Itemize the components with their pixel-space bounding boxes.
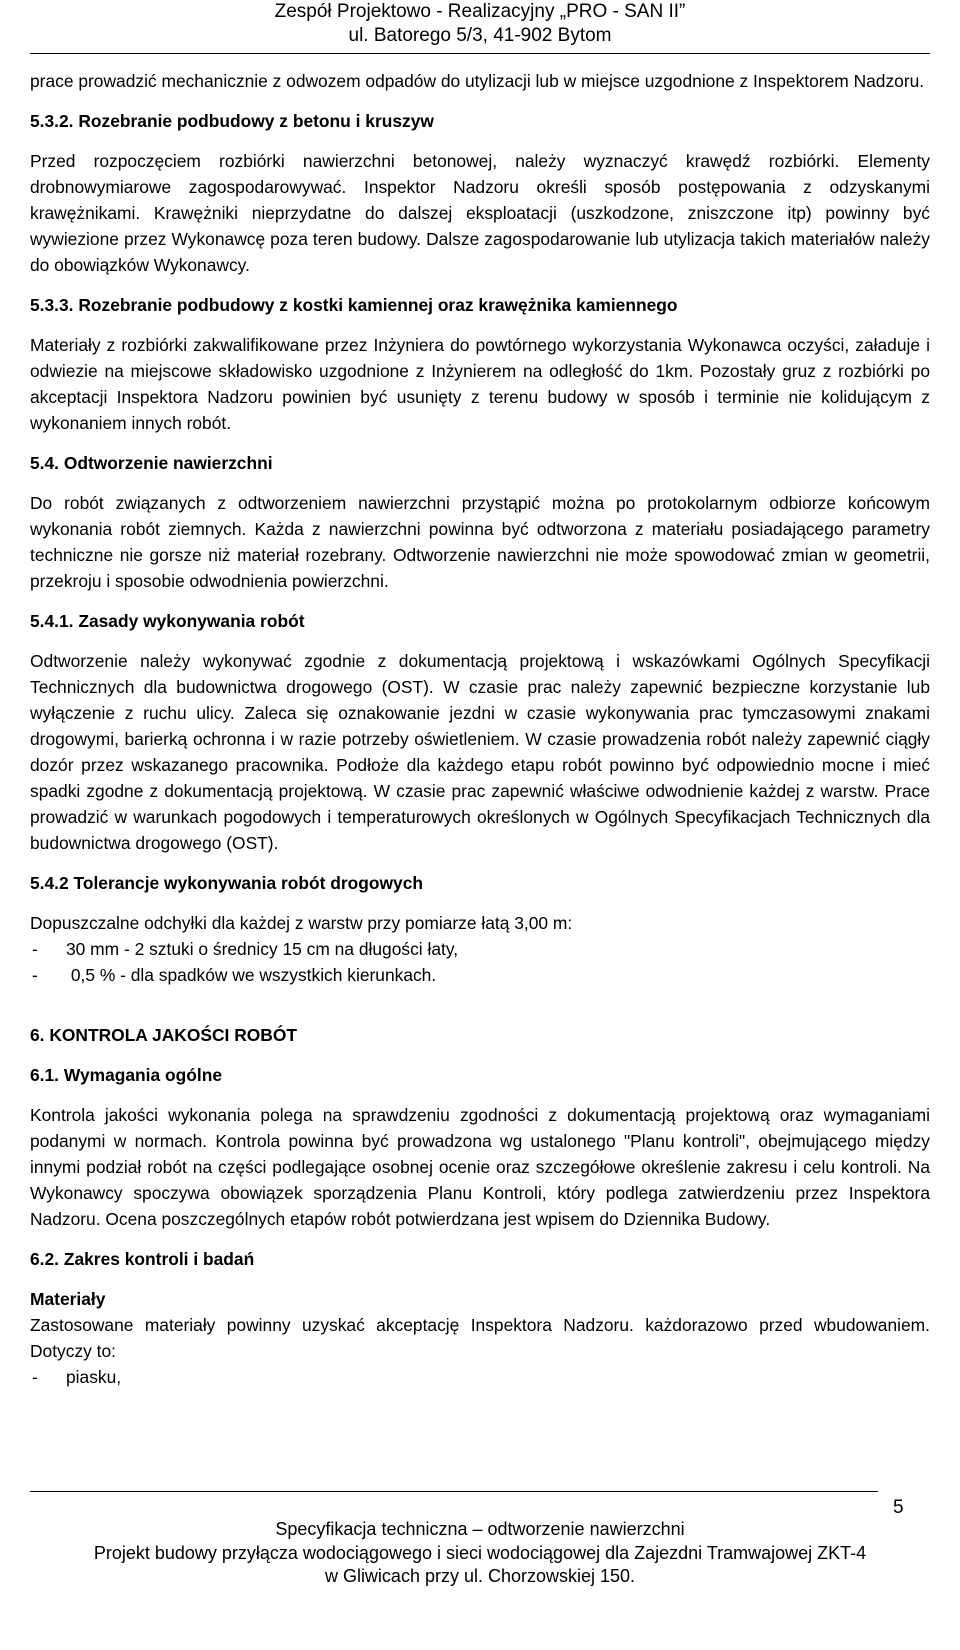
page-number: 5: [893, 1497, 904, 1518]
section-6-2-paragraph: Zastosowane materiały powinny uzyskać akceptację Inspektora Nadzoru. każdorazowo przed wbudowaniem. Dotyczy to:: [30, 1315, 930, 1361]
section-5-4-paragraph: Do robót związanych z odtworzeniem nawierzchni przystąpić można po protokolarnym odbiorze końcowym wykonania robót ziemnych. Każda z nawierzchni powinna być odtworzona z materiału posiadającego parametry techniczne nie gorsze niż materiał rozebrany. Odtworzenie nawierzchni nie może spowodować zmian w geometrii, przekroju i sposobie odwodnienia powierzchni.: [30, 493, 930, 591]
materials-subheading: Materiały: [30, 1289, 106, 1309]
page-header: [0, 0, 960, 48]
section-5-4-1-paragraph: Odtworzenie należy wykonywać zgodnie z dokumentacją projektową i wskazówkami Ogólnych Specyfikacji Technicznych dla budownictwa drogowego (OST). W czasie prac należy zapewnić bezpieczne korzystanie lub wyłączenie z ruchu ulicy. Zaleca się oznakowanie jezdni w czasie wykonywania prac tymczasowymi znakami drogowymi, barierką ochronna i w razie potrzeby oświetleniem. W czasie prowadzenia robót należy zapewnić ciągły dozór przez wskazanego pracownika. Podłoże dla każdego etapu robót powinno być odpowiednio mocne i mieć spadki zgodne z dokumentacją projektową. W czasie prac zapewnić właściwe odwodnienie każdej z warstw. Prace prowadzić w warunkach pogodowych i temperaturowych określonych w Ogólnych Specyfikacjach Technicznych dla budownictwa drogowego (OST).: [30, 651, 930, 853]
section-6-1-heading: 6.1. Wymagania ogólne: [30, 1065, 222, 1085]
list-item-text: piasku,: [66, 1367, 122, 1387]
section-5-4-2-paragraph: Dopuszczalne odchyłki dla każdej z warstw przy pomiarze łatą 3,00 m:: [30, 913, 573, 933]
list-item: [30, 936, 930, 962]
list-item-text: 30 mm - 2 sztuki o średnicy 15 cm na długości łaty,: [66, 939, 459, 959]
list-item: [30, 962, 930, 988]
section-5-4-heading: 5.4. Odtworzenie nawierzchni: [30, 453, 273, 473]
list-dash: -: [32, 1367, 38, 1387]
section-5-3-3-heading: 5.3.3. Rozebranie podbudowy z kostki kamiennej oraz krawężnika kamiennego: [30, 295, 678, 315]
section-5-4-2-heading: 5.4.2 Tolerancje wykonywania robót drogowych: [30, 873, 423, 893]
footer-location: w Gliwicach przy ul. Chorzowskiej 150.: [324, 1566, 636, 1586]
list-item-text: 0,5 % - dla spadków we wszystkich kierunkach.: [66, 965, 437, 985]
list-item: [30, 1364, 930, 1390]
materials-list: [30, 1364, 930, 1390]
header-company: Zespół Projektowo - Realizacyjny „PRO - SAN II”: [274, 1, 686, 22]
section-6-2-heading: 6.2. Zakres kontroli i badań: [30, 1249, 255, 1269]
section-6-1-paragraph: Kontrola jakości wykonania polega na sprawdzeniu zgodności z dokumentacją projektową oraz wymaganiami podanymi w normach. Kontrola powinna być prowadzona wg ustalonego "Planu kontroli", obejmującego między innymi podział robót na części podlegające osobnej ocenie oraz szczegółowe określenie zakresu i celu kontroli. Na Wykonawcy spoczywa obowiązek sporządzenia Planu Kontroli, który podlega zatwierdzeniu przez Inspektora Nadzoru. Ocena poszczególnych etapów robót potwierdzana jest wpisem do Dziennika Budowy.: [30, 1105, 930, 1229]
footer-title: Specyfikacja techniczna – odtworzenie nawierzchni: [275, 1519, 685, 1539]
section-5-4-1-heading: 5.4.1. Zasady wykonywania robót: [30, 611, 305, 631]
section-5-3-2-heading: 5.3.2. Rozebranie podbudowy z betonu i kruszyw: [30, 111, 434, 131]
footer-project: Projekt budowy przyłącza wodociągowego i sieci wodociągowej dla Zajezdni Tramwajowej ZKT-4: [93, 1542, 867, 1563]
page-footer: [0, 1518, 960, 1589]
section-6-heading: 6. KONTROLA JAKOŚCI ROBÓT: [30, 1025, 297, 1045]
tolerance-list: [30, 936, 930, 988]
list-dash: -: [32, 939, 38, 959]
intro-paragraph: prace prowadzić mechanicznie z odwozem odpadów do utylizacji lub w miejsce uzgodnione z Inspektorem Nadzoru.: [30, 71, 925, 91]
section-5-3-2-paragraph: Przed rozpoczęciem rozbiórki nawierzchni betonowej, należy wyznaczyć krawędź rozbiórki. Elementy drobnowymiarowe zagospodarowywać. Inspektor Nadzoru określi sposób postępowania z odzyskanymi krawężnikami. Krawężniki nieprzydatne do dalszej eksploatacji (uszkodzone, zniszczone itp) powinny być wywiezione przez Wykonawcę poza teren budowy. Dalsze zagospodarowanie lub utylizacja takich materiałów należy do obowiązków Wykonawcy.: [30, 151, 930, 275]
list-dash: -: [32, 965, 38, 985]
document-body: [30, 68, 930, 1390]
section-5-3-3-paragraph: Materiały z rozbiórki zakwalifikowane przez Inżyniera do powtórnego wykorzystania Wykonawca oczyści, załaduje i odwiezie na miejscowe składowisko uzgodnione z Inżynierem na odległość do 1km. Pozostały gruz z rozbiórki po akceptacji Inspektora Nadzoru powinien być usunięty z terenu budowy w sposób i terminie nie kolidującym z wykonaniem innych robót.: [30, 335, 930, 433]
footer-divider: [30, 1491, 878, 1492]
header-divider: [30, 53, 930, 54]
header-address: ul. Batorego 5/3, 41-902 Bytom: [348, 25, 612, 46]
